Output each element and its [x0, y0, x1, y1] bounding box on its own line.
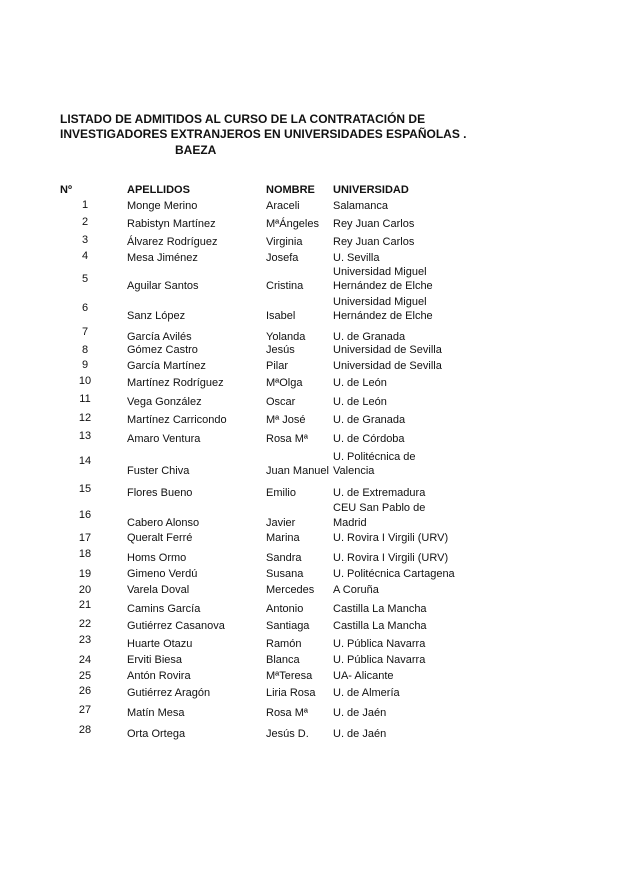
- row-apellidos: Queralt Ferré: [127, 532, 193, 544]
- row-nombre: MªTeresa: [266, 670, 313, 682]
- row-apellidos: Huarte Otazu: [127, 638, 193, 650]
- row-universidad-line1: U. Politécnica de: [333, 451, 416, 463]
- row-apellidos: Vega González: [127, 396, 202, 408]
- header-num: Nº: [60, 184, 72, 196]
- row-number: 21: [78, 599, 92, 611]
- row-number: 11: [79, 393, 91, 405]
- row-universidad: Rey Juan Carlos: [333, 218, 415, 230]
- row-nombre: MªÁngeles: [266, 218, 319, 230]
- row-apellidos: Fuster Chiva: [127, 465, 190, 477]
- row-nombre: Araceli: [266, 200, 300, 212]
- row-number: 9: [81, 359, 89, 371]
- row-number: 7: [81, 326, 89, 338]
- row-universidad: U. de Almería: [333, 687, 400, 699]
- row-universidad: U. Rovira I Virgili (URV): [333, 532, 449, 544]
- row-universidad: U. de Córdoba: [333, 433, 405, 445]
- row-nombre: Marina: [266, 532, 300, 544]
- row-nombre: Mª José: [266, 414, 306, 426]
- row-apellidos: García Martínez: [127, 360, 206, 372]
- row-number: 27: [78, 704, 92, 716]
- row-number: 26: [78, 685, 92, 697]
- row-nombre: Jesús D.: [266, 728, 309, 740]
- row-nombre: Mercedes: [266, 584, 315, 596]
- row-nombre: Rosa Mª: [266, 707, 308, 719]
- row-universidad-line1: Universidad Miguel: [333, 266, 427, 278]
- row-nombre: Pilar: [266, 360, 289, 372]
- row-apellidos: Sanz López: [127, 310, 186, 322]
- header-apellidos: APELLIDOS: [127, 184, 190, 196]
- row-universidad: Salamanca: [333, 200, 389, 212]
- row-nombre: Josefa: [266, 252, 299, 264]
- row-nombre: Isabel: [266, 310, 296, 322]
- row-number: 23: [78, 634, 92, 646]
- row-apellidos: Amaro Ventura: [127, 433, 201, 445]
- row-apellidos: García Avilés: [127, 331, 192, 343]
- row-nombre: Juan Manuel: [266, 465, 329, 477]
- row-apellidos: Homs Ormo: [127, 552, 187, 564]
- row-universidad: U. Pública Navarra: [333, 638, 426, 650]
- row-nombre: Antonio: [266, 603, 304, 615]
- row-number: 14: [78, 455, 92, 467]
- row-apellidos: Gimeno Verdú: [127, 568, 198, 580]
- row-universidad: Universidad de Sevilla: [333, 360, 442, 372]
- row-apellidos: Antón Rovira: [127, 670, 191, 682]
- title-line-2: INVESTIGADORES EXTRANJEROS EN UNIVERSIDADES ESPAÑOLAS .: [60, 127, 467, 141]
- row-nombre: Javier: [266, 517, 296, 529]
- row-universidad: A Coruña: [333, 584, 379, 596]
- row-apellidos: Mesa Jiménez: [127, 252, 198, 264]
- row-nombre: Yolanda: [266, 331, 306, 343]
- row-apellidos: Matín Mesa: [127, 707, 185, 719]
- row-apellidos: Gómez Castro: [127, 344, 198, 356]
- row-universidad: Castilla La Mancha: [333, 620, 427, 632]
- row-number: 6: [81, 302, 89, 314]
- row-apellidos: Camins García: [127, 603, 201, 615]
- row-number: 18: [78, 548, 92, 560]
- row-universidad: U. Pública Navarra: [333, 654, 426, 666]
- row-number: 17: [78, 532, 92, 544]
- row-universidad-line2: Madrid: [333, 517, 367, 529]
- row-universidad: UA- Alicante: [333, 670, 394, 682]
- row-universidad: U. Rovira I Virgili (URV): [333, 552, 449, 564]
- row-nombre: Blanca: [266, 654, 300, 666]
- row-nombre: MªOlga: [266, 377, 303, 389]
- row-universidad: Universidad de Sevilla: [333, 344, 442, 356]
- row-apellidos: Álvarez Rodríguez: [127, 236, 218, 248]
- row-number: 22: [78, 618, 92, 630]
- row-universidad-line2: Hernández de Elche: [333, 280, 433, 292]
- row-nombre: Emilio: [266, 487, 296, 499]
- row-universidad: U. de León: [333, 396, 387, 408]
- row-universidad: U. de Extremadura: [333, 487, 426, 499]
- row-nombre: Oscar: [266, 396, 296, 408]
- row-nombre: Susana: [266, 568, 304, 580]
- row-number: 13: [78, 430, 92, 442]
- row-number: 24: [78, 654, 92, 666]
- row-number: 25: [78, 670, 92, 682]
- title-line-3: BAEZA: [175, 143, 217, 157]
- row-apellidos: Cabero Alonso: [127, 517, 200, 529]
- row-number: 20: [78, 584, 92, 596]
- row-universidad-line2: Hernández de Elche: [333, 310, 433, 322]
- row-number: 28: [78, 724, 92, 736]
- row-nombre: Ramón: [266, 638, 302, 650]
- row-universidad: Rey Juan Carlos: [333, 236, 415, 248]
- row-number: 16: [78, 509, 92, 521]
- row-apellidos: Martínez Rodríguez: [127, 377, 224, 389]
- row-nombre: Cristina: [266, 280, 304, 292]
- row-number: 8: [81, 344, 89, 356]
- row-universidad: U. de León: [333, 377, 387, 389]
- row-universidad: U. de Granada: [333, 331, 406, 343]
- row-apellidos: Monge Merino: [127, 200, 198, 212]
- row-number: 19: [78, 568, 92, 580]
- row-universidad-line2: Valencia: [333, 465, 375, 477]
- row-nombre: Sandra: [266, 552, 302, 564]
- row-number: 15: [78, 483, 92, 495]
- row-apellidos: Rabistyn Martínez: [127, 218, 216, 230]
- row-apellidos: Martínez Carricondo: [127, 414, 227, 426]
- row-nombre: Virginia: [266, 236, 303, 248]
- row-apellidos: Varela Doval: [127, 584, 190, 596]
- row-nombre: Rosa Mª: [266, 433, 308, 445]
- row-number: 5: [81, 273, 89, 285]
- row-universidad: Castilla La Mancha: [333, 603, 427, 615]
- row-apellidos: Gutiérrez Casanova: [127, 620, 225, 632]
- row-number: 2: [81, 216, 89, 228]
- row-nombre: Jesús: [266, 344, 295, 356]
- row-universidad: U. de Granada: [333, 414, 406, 426]
- row-universidad: U. Politécnica Cartagena: [333, 568, 455, 580]
- row-apellidos: Gutiérrez Aragón: [127, 687, 211, 699]
- row-nombre: Liria Rosa: [266, 687, 316, 699]
- row-number: 12: [78, 412, 92, 424]
- header-universidad: UNIVERSIDAD: [333, 184, 409, 196]
- row-universidad-line1: Universidad Miguel: [333, 296, 427, 308]
- row-universidad-line1: CEU San Pablo de: [333, 502, 426, 514]
- row-apellidos: Orta Ortega: [127, 728, 186, 740]
- title-line-1: LISTADO DE ADMITIDOS AL CURSO DE LA CONTRATACIÓN DE: [60, 112, 426, 126]
- row-number: 3: [81, 234, 89, 246]
- header-nombre: NOMBRE: [266, 184, 315, 196]
- row-universidad: U. Sevilla: [333, 252, 380, 264]
- row-apellidos: Aguilar Santos: [127, 280, 199, 292]
- row-apellidos: Erviti Biesa: [127, 654, 183, 666]
- row-number: 1: [81, 199, 89, 211]
- row-nombre: Santiaga: [266, 620, 310, 632]
- row-apellidos: Flores Bueno: [127, 487, 193, 499]
- row-number: 10: [78, 375, 92, 387]
- row-universidad: U. de Jaén: [333, 707, 387, 719]
- row-universidad: U. de Jaén: [333, 728, 387, 740]
- row-number: 4: [81, 250, 89, 262]
